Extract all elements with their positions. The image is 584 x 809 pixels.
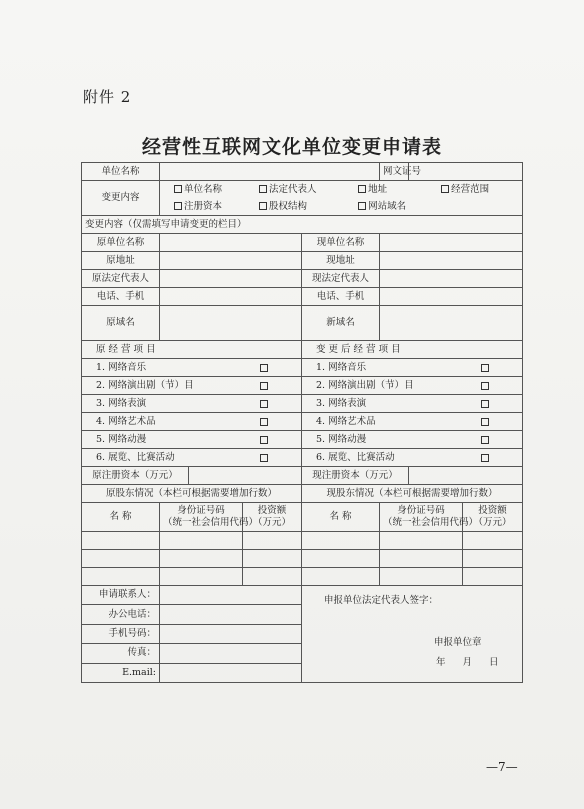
blank-cell[interactable]	[380, 550, 463, 568]
blank-cell[interactable]	[160, 550, 243, 568]
email-field[interactable]	[160, 663, 302, 682]
orig-share-header: 原股东情况（本栏可根据需要增加行数）	[82, 485, 302, 503]
orig-item-6[interactable]: 6. 展览、比赛活动	[82, 449, 302, 467]
scope-item-row	[82, 431, 523, 449]
new-capital-label: 现注册资本（万元）	[302, 467, 409, 485]
new-scope-header: 变 更 后 经 营 项 目	[302, 341, 523, 359]
blank-cell[interactable]	[243, 568, 302, 586]
new-domain-label: 新域名	[302, 306, 380, 341]
orig-phone-label: 电话、手机	[82, 288, 160, 306]
new-phone-label: 电话、手机	[302, 288, 380, 306]
scope-item-row	[82, 359, 523, 377]
scope-item-row	[82, 395, 523, 413]
orig-domain-field[interactable]	[160, 306, 302, 341]
checkbox-icon[interactable]	[260, 418, 268, 426]
new-share-header: 现股东情况（本栏可根据需要增加行数）	[302, 485, 523, 503]
orig-item-2[interactable]: 2. 网络演出剧（节）目	[82, 377, 302, 395]
blank-cell[interactable]	[160, 532, 243, 550]
new-rep-label: 现法定代表人	[302, 270, 380, 288]
scope-item-row	[82, 449, 523, 467]
orig-id-col: 身份证号码 （统一社会信用代码）	[160, 503, 243, 532]
new-phone-field[interactable]	[380, 288, 523, 306]
new-addr-label: 现地址	[302, 252, 380, 270]
fax-label: 传真：	[82, 644, 160, 663]
checkbox-icon[interactable]	[481, 400, 489, 408]
orig-item-4[interactable]: 4. 网络艺术品	[82, 413, 302, 431]
change-options	[160, 181, 523, 216]
unit-change-row	[82, 234, 523, 252]
license-no-label: 网文证号	[380, 163, 409, 181]
page-number: —7—	[486, 760, 518, 774]
mobile-label: 手机号码：	[82, 624, 160, 643]
scope-item-row	[82, 377, 523, 395]
shareholder-blank-row	[82, 568, 523, 586]
orig-unit-label: 原单位名称	[82, 234, 160, 252]
checkbox-icon[interactable]	[481, 418, 489, 426]
new-item-2[interactable]: 2. 网络演出剧（节）目	[302, 377, 523, 395]
blank-cell[interactable]	[463, 532, 523, 550]
blank-cell[interactable]	[380, 568, 463, 586]
blank-cell[interactable]	[302, 550, 380, 568]
option-capital[interactable]: 注册资本	[174, 198, 246, 215]
orig-item-1[interactable]: 1. 网络音乐	[82, 359, 302, 377]
option-unit-name[interactable]: 单位名称	[174, 181, 246, 198]
orig-addr-field[interactable]	[160, 252, 302, 270]
orig-domain-label: 原域名	[82, 306, 160, 341]
shareholder-blank-row	[82, 532, 523, 550]
phone-row	[82, 288, 523, 306]
orig-unit-field[interactable]	[160, 234, 302, 252]
blank-cell[interactable]	[302, 532, 380, 550]
fax-field[interactable]	[160, 644, 302, 663]
unit-name-row	[82, 163, 523, 181]
option-address[interactable]: 地址	[358, 181, 428, 198]
checkbox-icon[interactable]	[481, 382, 489, 390]
new-addr-field[interactable]	[380, 252, 523, 270]
address-change-row	[82, 252, 523, 270]
orig-capital-label: 原注册资本（万元）	[82, 467, 189, 485]
sign-label: 申报单位法定代表人签字：	[324, 595, 439, 606]
change-note-row	[82, 216, 523, 234]
change-content-label: 变更内容	[82, 181, 160, 216]
orig-scope-header: 原 经 营 项 目	[82, 341, 302, 359]
new-id-col: 身份证号码 （统一社会信用代码）	[380, 503, 463, 532]
checkbox-icon[interactable]	[260, 364, 268, 372]
attachment-label: 附件 2	[83, 88, 132, 106]
blank-cell[interactable]	[243, 550, 302, 568]
shareholder-blank-row	[82, 550, 523, 568]
orig-phone-field[interactable]	[160, 288, 302, 306]
contact-label: 申请联系人：	[82, 586, 160, 605]
unit-name-label: 单位名称	[82, 163, 160, 181]
form-title: 经营性互联网文化单位变更申请表	[141, 136, 442, 158]
scope-item-row	[82, 413, 523, 431]
checkbox-icon[interactable]	[481, 454, 489, 462]
new-rep-field[interactable]	[380, 270, 523, 288]
checkbox-icon[interactable]	[260, 436, 268, 444]
checkbox-icon[interactable]	[260, 382, 268, 390]
orig-rep-label: 原法定代表人	[82, 270, 160, 288]
blank-cell[interactable]	[160, 568, 243, 586]
change-application-form	[81, 162, 523, 683]
signature-area	[302, 586, 523, 683]
checkbox-icon[interactable]	[481, 364, 489, 372]
new-item-5[interactable]: 5. 网络动漫	[302, 431, 523, 449]
checkbox-icon	[441, 185, 449, 193]
office-phone-label: 办公电话：	[82, 605, 160, 624]
shareholder-header-row	[82, 485, 523, 503]
new-item-4[interactable]: 4. 网络艺术品	[302, 413, 523, 431]
orig-rep-field[interactable]	[160, 270, 302, 288]
checkbox-icon	[259, 202, 267, 210]
blank-cell[interactable]	[82, 550, 160, 568]
orig-name-col: 名 称	[82, 503, 160, 532]
blank-cell[interactable]	[463, 568, 523, 586]
checkbox-icon	[358, 185, 366, 193]
office-phone-field[interactable]	[160, 605, 302, 624]
shareholder-column-row	[82, 503, 523, 532]
blank-cell[interactable]	[463, 550, 523, 568]
unit-name-field[interactable]	[160, 163, 380, 181]
scope-header-row	[82, 341, 523, 359]
checkbox-icon[interactable]	[481, 436, 489, 444]
seal-label: 申报单位章	[434, 637, 482, 648]
orig-capital-field[interactable]	[189, 467, 302, 485]
change-note: 变更内容（仅需填写申请变更的栏目）	[82, 216, 523, 234]
rep-change-row	[82, 270, 523, 288]
option-domain[interactable]: 网站域名	[358, 198, 406, 215]
checkbox-icon	[174, 202, 182, 210]
license-no-field[interactable]	[409, 163, 523, 181]
orig-item-3[interactable]: 3. 网络表演	[82, 395, 302, 413]
blank-cell[interactable]	[82, 532, 160, 550]
date-label: 年 月 日	[436, 657, 499, 668]
orig-item-5[interactable]: 5. 网络动漫	[82, 431, 302, 449]
orig-inv-col: 投资额 （万元）	[243, 503, 302, 532]
option-legal-rep[interactable]: 法定代表人	[259, 181, 345, 198]
checkbox-icon	[259, 185, 267, 193]
capital-row	[82, 467, 523, 485]
blank-cell[interactable]	[380, 532, 463, 550]
blank-cell[interactable]	[302, 568, 380, 586]
new-inv-col: 投资额 （万元）	[463, 503, 523, 532]
new-unit-label: 现单位名称	[302, 234, 380, 252]
new-item-6[interactable]: 6. 展览、比赛活动	[302, 449, 523, 467]
new-item-3[interactable]: 3. 网络表演	[302, 395, 523, 413]
mobile-field[interactable]	[160, 624, 302, 643]
new-domain-field[interactable]	[380, 306, 523, 341]
blank-cell[interactable]	[243, 532, 302, 550]
checkbox-icon	[174, 185, 182, 193]
blank-cell[interactable]	[82, 568, 160, 586]
email-label: E.mail:	[82, 663, 160, 682]
orig-addr-label: 原地址	[82, 252, 160, 270]
new-unit-field[interactable]	[380, 234, 523, 252]
new-capital-field[interactable]	[409, 467, 523, 485]
checkbox-icon	[358, 202, 366, 210]
option-equity[interactable]: 股权结构	[259, 198, 345, 215]
new-item-1[interactable]: 1. 网络音乐	[302, 359, 523, 377]
domain-row	[82, 306, 523, 341]
checkbox-icon[interactable]	[260, 400, 268, 408]
change-content-row	[82, 181, 523, 216]
checkbox-icon[interactable]	[260, 454, 268, 462]
contact-row	[82, 586, 523, 605]
option-scope[interactable]: 经营范围	[441, 181, 489, 198]
new-name-col: 名 称	[302, 503, 380, 532]
contact-field[interactable]	[160, 586, 302, 605]
